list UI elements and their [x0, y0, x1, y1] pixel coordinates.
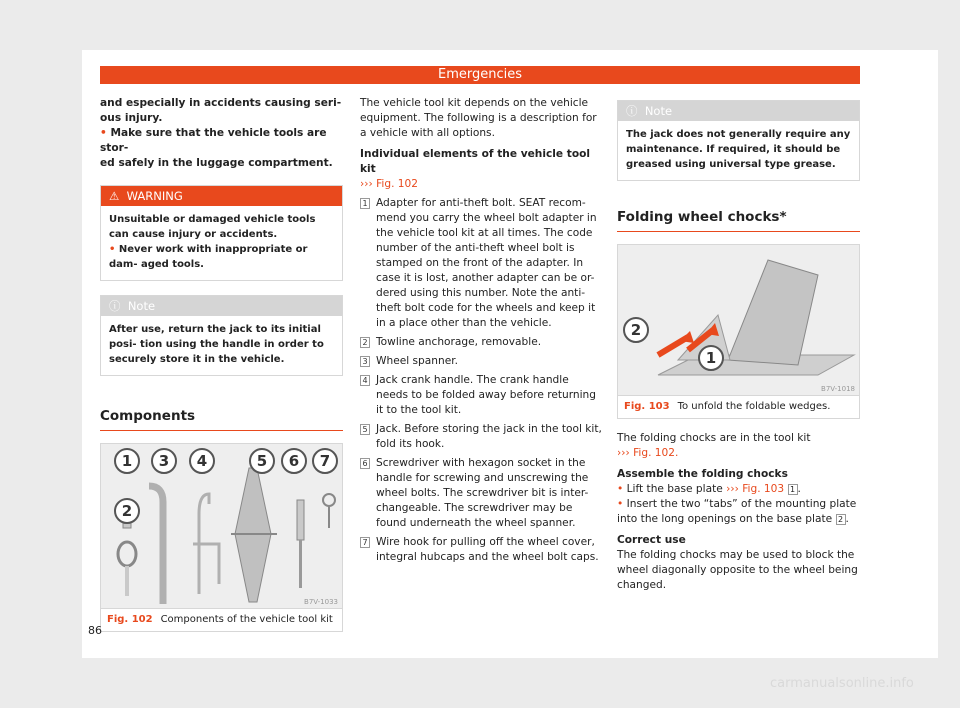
- warning-bullet: • Never work with inappropriate or dam- aged tools.: [109, 244, 308, 270]
- page-header: Emergencies: [100, 66, 860, 84]
- section-title-wheel-chocks: Folding wheel chocks*: [617, 209, 860, 232]
- assemble-subhead: Assemble the folding chocks: [617, 468, 788, 480]
- tool-kit-subhead-ref[interactable]: ››› Fig. 102: [360, 178, 419, 190]
- tool-kit-subhead: Individual elements of the vehicle tool kit: [360, 148, 591, 175]
- warning-body: [101, 206, 342, 280]
- bullet-icon: •: [109, 244, 119, 255]
- figure-102: [100, 443, 343, 632]
- list-item: [360, 196, 603, 331]
- watermark: carmanualsonline.info: [770, 676, 914, 691]
- callout-6: 6: [281, 448, 307, 474]
- item-number: 5: [360, 424, 370, 435]
- info-icon: ⓘ: [626, 104, 645, 118]
- item-text: Towline anchorage, removable.: [376, 336, 542, 348]
- item-text: Jack crank handle. The crank handle needs to be folded away before returning it to the tool kit.: [376, 374, 596, 416]
- item-number: 4: [360, 375, 370, 386]
- callout-2: 2: [114, 498, 140, 524]
- step-2: • Insert the two “tabs” of the mounting plate into the long openings on the base plate 2 .: [617, 498, 857, 525]
- item-number: 7: [360, 537, 370, 548]
- figure-ref: Fig. 102: [107, 614, 153, 625]
- figure-image-tool-kit: [101, 444, 342, 608]
- item-number: 2: [360, 337, 370, 348]
- item-text: Wheel spanner.: [376, 355, 458, 367]
- callout-7: 7: [312, 448, 338, 474]
- column-right: [617, 100, 860, 593]
- item-number: 6: [360, 458, 370, 469]
- warning-text: Unsuitable or damaged vehicle tools can cause injury or accidents.: [109, 214, 316, 240]
- list-item: [360, 373, 603, 418]
- item-number: 3: [360, 356, 370, 367]
- figure-caption-text: To unfold the foldable wedges.: [677, 401, 831, 412]
- callout-1: 1: [114, 448, 140, 474]
- list-item: [360, 422, 603, 452]
- list-item: [360, 456, 603, 531]
- bullet-icon: •: [100, 127, 111, 139]
- intro-line: ed safely in the luggage compartment.: [100, 157, 333, 169]
- figure-ref: Fig. 103: [624, 401, 670, 412]
- figure-103: [617, 244, 860, 419]
- figure-code: B7V-1033: [304, 598, 338, 606]
- chocks-intro: The folding chocks are in the tool kit ››› Fig. 102.: [617, 432, 811, 459]
- step-1: • Lift the base plate ››› Fig. 103 1 .: [617, 483, 801, 495]
- callout-4: 4: [189, 448, 215, 474]
- figure-caption: [618, 395, 859, 418]
- callout-1: 1: [698, 345, 724, 371]
- item-text: Screwdriver with hexagon socket in the handle for screwing and unscrewing the wheel bolts. The screwdriver bit is inter- changeable. The screwdriver may be found underneath the wheel spanner.: [376, 457, 589, 529]
- intro-line: ous injury.: [100, 112, 163, 124]
- step-number-badge: 2: [836, 514, 846, 525]
- note-box: [100, 295, 343, 376]
- correct-use-text: The folding chocks may be used to block the wheel diagonally opposite to the wheel being changed.: [617, 549, 858, 591]
- column-middle: [360, 96, 603, 569]
- item-number: 1: [360, 198, 370, 209]
- tool-kit-intro: The vehicle tool kit depends on the vehicle equipment. The following is a description for a vehicle with all options.: [360, 97, 597, 139]
- list-item: [360, 535, 603, 565]
- note-box: [617, 100, 860, 181]
- page-number: 86: [88, 624, 102, 637]
- wheel-chocks-illustration: [618, 245, 859, 395]
- note-header: ⓘ Note: [101, 296, 342, 316]
- fig-102-link[interactable]: ››› Fig. 102.: [617, 447, 679, 459]
- section-title-components: Components: [100, 408, 343, 431]
- item-text: Adapter for anti-theft bolt. SEAT recom- mend you carry the wheel bolt adapter in the vehicle tool kit at all times. The code number of the anti-theft wheel bolt is stamped on the front of the adapter. In case it is lost, another adapter can be or- dered using this number. Note the anti- theft bolt code for the wheels and keep it in a place other than the vehicle.: [376, 197, 597, 329]
- intro-bullet: • Make sure that the vehicle tools are stor-: [100, 127, 327, 154]
- note-header: ⓘ Note: [618, 101, 859, 121]
- column-left: [100, 96, 343, 632]
- list-item: [360, 354, 603, 369]
- list-item: [360, 335, 603, 350]
- callout-3: 3: [151, 448, 177, 474]
- callout-2: 2: [623, 317, 649, 343]
- bullet-icon: •: [617, 498, 627, 510]
- info-icon: ⓘ: [109, 299, 128, 313]
- correct-use-subhead: Correct use: [617, 534, 686, 546]
- intro-line: and especially in accidents causing seri-: [100, 97, 342, 109]
- warning-box: [100, 185, 343, 281]
- warning-triangle-icon: ⚠: [109, 189, 127, 203]
- callout-5: 5: [249, 448, 275, 474]
- bullet-icon: •: [617, 483, 627, 495]
- fig-103-link[interactable]: ››› Fig. 103: [726, 483, 785, 495]
- warning-header: ⚠ WARNING: [101, 186, 342, 206]
- note-body: After use, return the jack to its initial posi- tion using the handle in order to securely store it in the vehicle.: [109, 324, 324, 365]
- figure-code: B7V-1018: [821, 385, 855, 393]
- item-text: Wire hook for pulling off the wheel cover, integral hubcaps and the wheel bolt caps.: [376, 536, 599, 563]
- figure-caption: [101, 608, 342, 631]
- note-body: The jack does not generally require any maintenance. If required, it should be greased using universal type grease.: [626, 129, 851, 170]
- step-number-badge: 1: [788, 484, 798, 495]
- figure-image-wheel-chocks: [618, 245, 859, 395]
- figure-caption-text: Components of the vehicle tool kit: [160, 614, 333, 625]
- item-text: Jack. Before storing the jack in the tool kit, fold its hook.: [376, 423, 602, 450]
